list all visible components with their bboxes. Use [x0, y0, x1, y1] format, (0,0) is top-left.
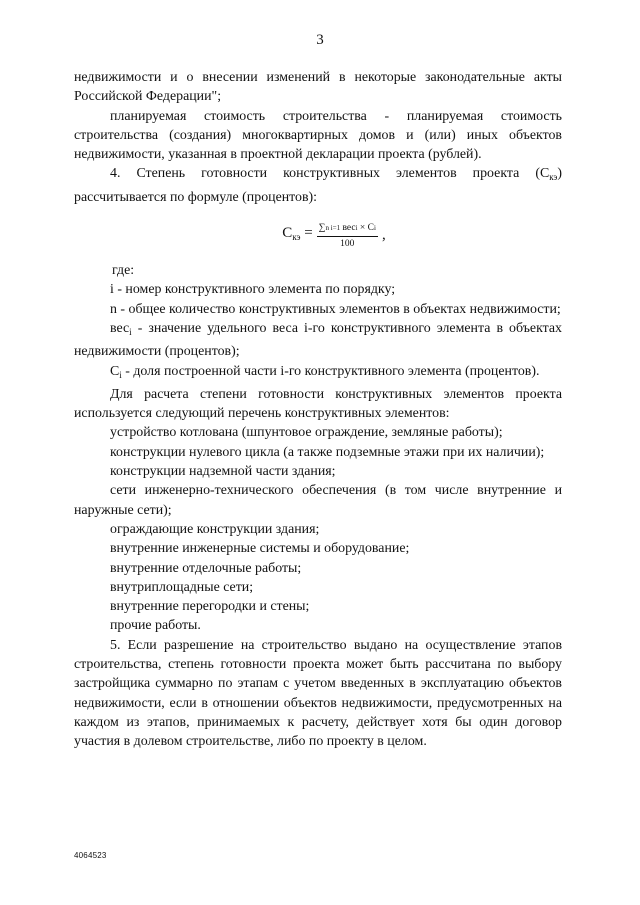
list-item: устройство котлована (шпунтовое ограждение, земляные работы);	[110, 425, 503, 441]
list-item: внутриплощадные сети;	[110, 579, 254, 595]
document-number: 4064523	[74, 851, 107, 860]
equals-sign: =	[300, 225, 313, 242]
list-item: внутренние отделочные работы;	[110, 560, 302, 576]
text: - доля построенной части i-го конструктивного элемента (процентов).	[121, 363, 540, 379]
subscript: кэ	[549, 172, 558, 183]
list-item: ограждающие конструкции здания;	[110, 521, 320, 537]
weight: вес	[340, 223, 356, 234]
list-item: конструкции надземной части здания;	[110, 464, 336, 480]
formula	[66, 211, 562, 261]
list-item: внутренние инженерные системы и оборудование;	[110, 541, 410, 557]
text: - значение удельного веса i-го конструктивного элемента в объектах недвижимости (процентов);	[74, 320, 562, 360]
formula-denominator: 100	[340, 239, 355, 250]
text: вес	[110, 320, 130, 336]
symbol: С	[282, 225, 293, 242]
list-item: внутренние перегородки и стены;	[110, 599, 310, 615]
text: ) рассчитывается по формуле (процентов):	[74, 166, 562, 205]
page-number: 3	[316, 32, 324, 48]
text: 4. Степень готовности конструктивных элементов проекта (С	[110, 166, 550, 182]
paragraph-stages: 5. Если разрешение на строительство выдано на осуществление этапов строительства, степень готовности проекта может быть рассчитана по выбору застройщика суммарно по этапам с учетом введенных в эксплуатацию объектов недвижимости, если в отношении объектов недвижимости, предусмотренных на каждом из этапов, принимаемых к расчету, действует хотя бы один договор участия в долевом строительстве, либо по проекту в целом.	[74, 637, 562, 750]
paragraph-planned-cost: планируемая стоимость строительства - планируемая стоимость строительства (создания) многоквартирных домов и (или) иных объектов недвижимости, указанная в проектной декларации проекта (рублей).	[74, 108, 562, 163]
paragraph-readiness-degree	[74, 164, 562, 207]
list-item: сети инженерно-технического обеспечения (в том числе внутренние и наружные сети);	[74, 483, 562, 518]
subscript: кэ	[292, 232, 301, 243]
sum-sign: ∑	[318, 223, 326, 234]
definition-n: n - общее количество конструктивных элементов в объектах недвижимости;	[110, 301, 561, 317]
sum-limits: n i=1	[325, 224, 341, 233]
index: i	[355, 224, 358, 233]
subscript: i	[119, 369, 122, 380]
text: С	[110, 363, 120, 379]
definition-i: i - номер конструктивного элемента по порядку;	[110, 282, 396, 298]
formula-numerator	[317, 222, 378, 237]
index: i	[373, 224, 376, 233]
times-c: × С	[357, 223, 374, 234]
list-item: конструкции нулевого цикла (а также подземные этажи при их наличии);	[110, 444, 545, 460]
formula-lhs	[282, 224, 312, 247]
where-label: где:	[112, 263, 135, 279]
paragraph-law-tail: недвижимости и о внесении изменений в некоторые законодательные акты Российской Федерации";	[74, 70, 562, 105]
formula-fraction	[317, 222, 378, 250]
subscript: i	[129, 326, 132, 337]
list-item: прочие работы.	[110, 618, 201, 634]
document-body	[74, 68, 562, 752]
formula-comma: ,	[381, 227, 386, 244]
list-intro: Для расчета степени готовности конструктивных элементов проекта используется следующий перечень конструктивных элементов:	[74, 386, 562, 422]
definition-c	[74, 362, 562, 385]
definition-weight	[74, 319, 562, 362]
